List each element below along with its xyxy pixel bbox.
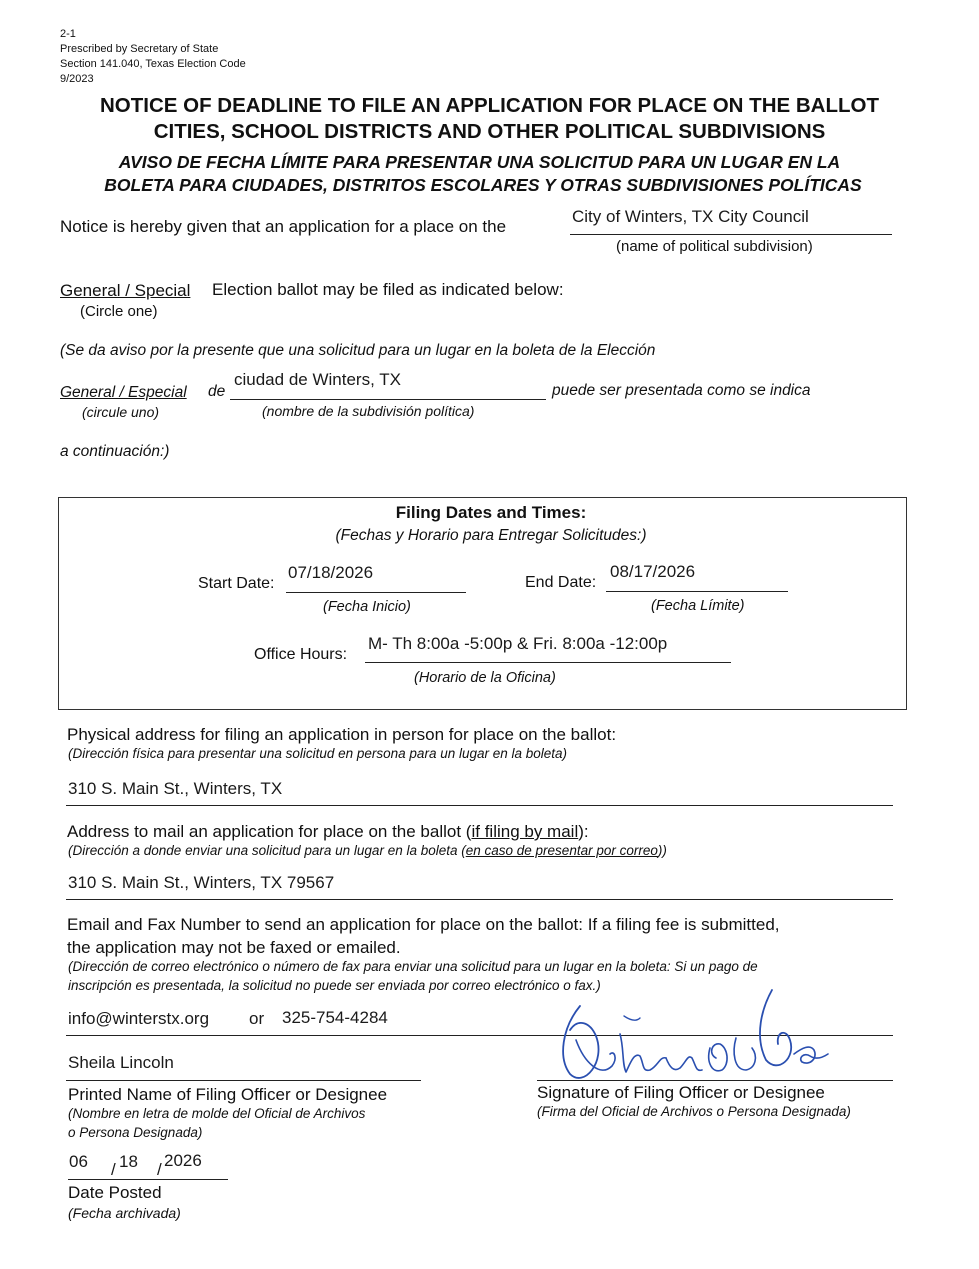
- start-date-label: Start Date:: [198, 575, 275, 592]
- form-revision: 9/2023: [60, 73, 94, 85]
- subdivision-caption: (name of political subdivision): [616, 238, 813, 255]
- physical-address-label: Physical address for filing an application in person for place on the ballot:: [67, 725, 617, 744]
- date-posted-day[interactable]: 18: [119, 1152, 138, 1171]
- subdivision-underline: [570, 234, 892, 235]
- date-posted-month[interactable]: 06: [69, 1152, 88, 1171]
- officer-name-label-es-2: o Persona Designada): [68, 1125, 203, 1140]
- date-posted-label: Date Posted: [68, 1183, 162, 1202]
- form-number: 2-1: [60, 28, 76, 40]
- subdivision-field-es[interactable]: ciudad de Winters, TX: [234, 370, 401, 389]
- subdivision-es-underline: [230, 399, 546, 400]
- page-subtitle: CITIES, SCHOOL DISTRICTS AND OTHER POLITICAL SUBDIVISIONS: [153, 120, 826, 143]
- officer-name-label: Printed Name of Filing Officer or Designee: [68, 1085, 388, 1104]
- subdivision-field[interactable]: City of Winters, TX City Council: [572, 207, 809, 226]
- start-date-field[interactable]: 07/18/2026: [288, 563, 374, 582]
- signature-image: [540, 978, 840, 1088]
- office-hours-underline: [365, 662, 731, 663]
- election-type-rest: Election ballot may be filed as indicated below:: [212, 280, 564, 299]
- start-date-caption: (Fecha Inicio): [323, 599, 411, 615]
- election-type-options-es[interactable]: General / Especial: [60, 384, 187, 401]
- circle-one-hint-es: (circule uno): [82, 404, 160, 420]
- end-date-label: End Date:: [525, 574, 597, 591]
- date-separator: /: [111, 1160, 116, 1179]
- end-date-caption: (Fecha Límite): [651, 598, 745, 614]
- email-field[interactable]: info@winterstx.org: [68, 1009, 210, 1028]
- email-fax-label-es: (Dirección de correo electrónico o número de fax para enviar una solicitud para un lugar en la boleta: Si un pago de: [68, 959, 758, 974]
- email-fax-label: Email and Fax Number to send an application for place on the ballot: If a filing fee is submitted,: [67, 915, 780, 934]
- mail-label-prefix: Address to mail an application for place on the ballot (: [67, 822, 472, 841]
- start-date-underline: [286, 592, 466, 593]
- date-posted-year[interactable]: 2026: [164, 1151, 202, 1170]
- end-date-underline: [606, 591, 788, 592]
- office-hours-caption: (Horario de la Oficina): [414, 670, 556, 686]
- officer-name-underline: [66, 1080, 421, 1081]
- prescribed-by: Prescribed by Secretary of State: [60, 43, 219, 55]
- date-posted-label-es: (Fecha archivada): [68, 1205, 181, 1221]
- end-date-field[interactable]: 08/17/2026: [610, 562, 696, 581]
- signature-label: Signature of Filing Officer or Designee: [537, 1083, 825, 1102]
- email-fax-or: or: [249, 1009, 265, 1028]
- physical-address-label-es: (Dirección física para presentar una solicitud en persona para un lugar en la boleta): [68, 746, 568, 761]
- page-title-es: AVISO DE FECHA LÍMITE PARA PRESENTAR UNA SOLICITUD PARA UN LUGAR EN LA: [118, 152, 841, 172]
- notice-continuation-es: a continuación:): [60, 443, 170, 460]
- physical-address-underline: [66, 805, 893, 806]
- notice-intro: Notice is hereby given that an application for a place on the: [60, 217, 507, 236]
- mail-label-es-prefix: (Dirección a donde enviar una solicitud para un lugar en la boleta (: [68, 843, 466, 858]
- email-fax-label-es-2: inscripción es presentada, la solicitud no puede ser enviada por correo electrónico o fax.): [68, 978, 601, 993]
- officer-name-label-es: (Nombre en letra de molde del Oficial de Archivos: [68, 1106, 366, 1121]
- filing-heading: Filing Dates and Times:: [395, 503, 587, 522]
- signature-underline: [537, 1080, 893, 1081]
- office-hours-field[interactable]: M- Th 8:00a -5:00p & Fri. 8:00a -12:00p: [368, 634, 668, 653]
- statute-section: Section 141.040, Texas Election Code: [60, 58, 246, 70]
- mail-label-suffix: ):: [578, 822, 589, 841]
- signature-label-es: (Firma del Oficial de Archivos o Persona Designada): [537, 1104, 851, 1119]
- filing-heading-es: (Fechas y Horario para Entregar Solicitudes:): [335, 527, 647, 544]
- mail-label-underlined: if filing by mail: [471, 822, 579, 841]
- election-type-de: de: [208, 383, 226, 400]
- circle-one-hint: (Circle one): [80, 303, 158, 320]
- physical-address-field[interactable]: 310 S. Main St., Winters, TX: [68, 779, 283, 798]
- mail-label-es-underlined: en caso de presentar por correo: [465, 843, 658, 858]
- election-type-options[interactable]: General / Special: [60, 281, 191, 300]
- fax-field[interactable]: 325-754-4284: [282, 1008, 388, 1027]
- page-subtitle-es: BOLETA PARA CIUDADES, DISTRITOS ESCOLARES Y OTRAS SUBDIVISIONES POLÍTICAS: [104, 175, 862, 195]
- mail-address-underline: [66, 899, 893, 900]
- email-fax-label-2: the application may not be faxed or emailed.: [67, 938, 401, 957]
- notice-after-es: puede ser presentada como se indica: [552, 382, 811, 399]
- mail-label-es-suffix: )): [657, 843, 667, 858]
- office-hours-label: Office Hours:: [254, 646, 348, 663]
- date-posted-underline: [68, 1179, 228, 1180]
- date-separator: /: [157, 1160, 162, 1179]
- officer-name-field[interactable]: Sheila Lincoln: [68, 1053, 174, 1072]
- mail-address-field[interactable]: 310 S. Main St., Winters, TX 79567: [68, 873, 335, 892]
- notice-intro-es: (Se da aviso por la presente que una solicitud para un lugar en la boleta de la Elección: [60, 342, 656, 359]
- mail-address-label-es: [68, 843, 667, 858]
- mail-address-label: [67, 822, 589, 842]
- subdivision-caption-es: (nombre de la subdivisión política): [262, 403, 475, 419]
- page-title: NOTICE OF DEADLINE TO FILE AN APPLICATION FOR PLACE ON THE BALLOT: [100, 94, 879, 117]
